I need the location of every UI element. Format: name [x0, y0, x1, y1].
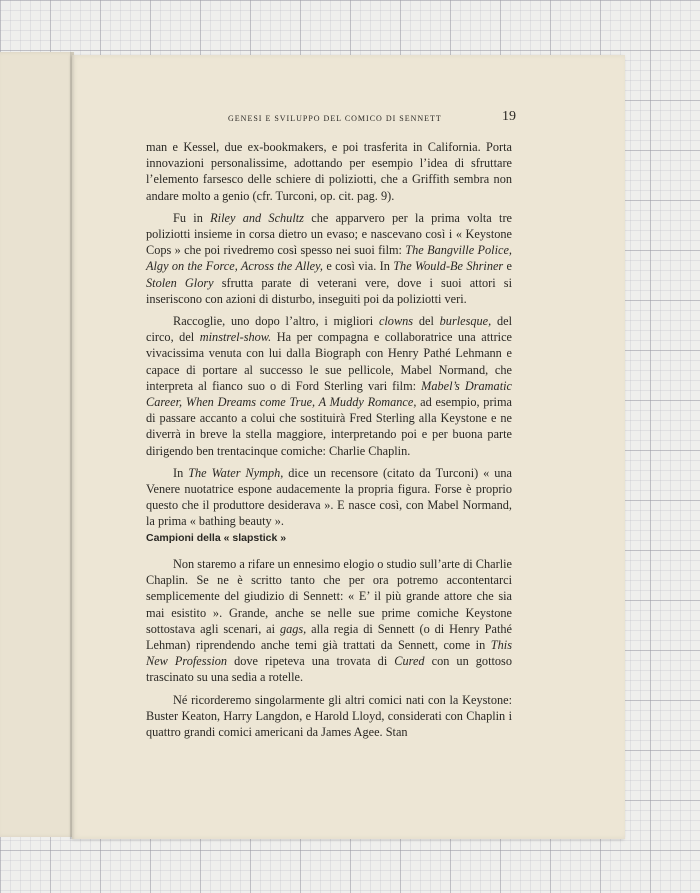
film-title: Stolen Glory	[146, 275, 214, 290]
paragraph-4	[146, 465, 512, 530]
paragraph-5	[146, 556, 512, 686]
emphasis: burlesque,	[439, 314, 492, 329]
film-title: The Would-Be Shriner	[393, 259, 504, 274]
text-run: sfrutta parate di veterani vere, dove i suoi attori si inseriscono con azioni di disturbo, inseguiti poi da poliziotti veri.	[146, 275, 513, 306]
body-text-lower	[146, 556, 512, 746]
film-title: Riley and Schultz	[210, 210, 304, 225]
film-title: The Bangville Police, Algy on the Force, Across the Alley,	[146, 243, 512, 274]
text-run: ad esempio, prima di passare accanto a colui che sostituirà Fred Sterling alla Keystone e ne diverrà in breve la stella maggiore, interpretando poi e per buona parte dirigendo ben trentacinque comiche: Charlie Chaplin.	[146, 395, 512, 458]
text-run: Raccoglie, uno dopo l’altro, i migliori	[173, 314, 379, 329]
text-run: dice un recensore (citato da Turconi) « una Venere nuotatrice espone audacemente la propria figura. Forse è proprio questo che il produttore desiderava ». E nasce così, con Mabel Normand, la prima « bathing beauty ».	[146, 465, 512, 529]
page-gutter	[70, 52, 75, 839]
facing-page	[0, 52, 74, 837]
text-run: del circo, del	[146, 314, 512, 345]
section-heading: Campioni della « slapstick »	[146, 532, 287, 544]
text-run: del	[413, 314, 440, 329]
paragraph-6: Né ricorderemo singolarmente gli altri comici nati con la Keystone: Buster Keaton, Harry Langdon, e Harold Lloyd, considerati con Chaplin i quattro grandi comici americani da James Agee. Stan	[146, 692, 512, 740]
film-title: Cured	[394, 654, 425, 669]
page-number: 19	[502, 109, 516, 124]
text-run: che apparvero per la prima volta tre poliziotti insieme in corsa dietro un evaso; e nascevano così i « Keystone Cops » che poi rivedremo così spesso nei suoi film:	[146, 210, 513, 258]
emphasis: clowns	[378, 314, 414, 329]
text-run: con un gottoso trascinato su una sedia a rotelle.	[146, 654, 512, 685]
text-run: e	[503, 259, 512, 274]
text-run: Ha per compagna e collaboratrice una attrice vivacissima venuta con lui dalla Biograph con Henry Pathé Lehmann e capace di portare al successo le sue pellicole, Mabel Normand, che interpreta al fianco suo o di Ford Sterling vari film:	[146, 330, 512, 393]
emphasis: minstrel-show.	[199, 330, 272, 345]
text-run: Non staremo a rifare un ennesimo elogio o studio sull’arte di Charlie Chaplin. Se ne è scritto tanto che per ora potremo accontentarci semplicemente del giudizio di Sennett: « E’ il più grande attore che sia mai esistito ». Grande, anche se nelle sue prime comiche Keystone sottostava agli scenari, ai	[146, 557, 512, 636]
paragraph-3	[146, 313, 512, 459]
running-head: GENESI E SVILUPPO DEL COMICO DI SENNETT	[228, 114, 442, 123]
emphasis: gags,	[279, 621, 307, 636]
text-run: e così via. In	[323, 259, 394, 274]
text-run: Fu in	[173, 210, 211, 225]
body-text-upper	[146, 139, 512, 536]
film-title: The Water Nymph,	[188, 465, 284, 480]
paragraph-2	[146, 210, 512, 307]
text-run: alla regia di Sennett (o di Henry Pathé Lehman) riprendendo anche temi già trattati da Sennett, come in	[146, 621, 513, 653]
film-title: Mabel’s Dramatic Career, When Dreams come True, A Muddy Romance,	[146, 378, 512, 410]
text-run: dove ripeteva una trovata di	[227, 654, 395, 669]
film-title: This New Profession	[146, 638, 512, 669]
paragraph-1: man e Kessel, due ex-bookmakers, e poi trasferita in California. Porta innovazioni personalissime, adottando per esempio l’idea di sfruttare l’elemento farsesco delle schiere di poliziotti, che a Griffith sembra non andare molto a genio (cfr. Turconi, op. cit. pag. 9).	[146, 140, 512, 203]
text-run: In	[173, 465, 189, 480]
